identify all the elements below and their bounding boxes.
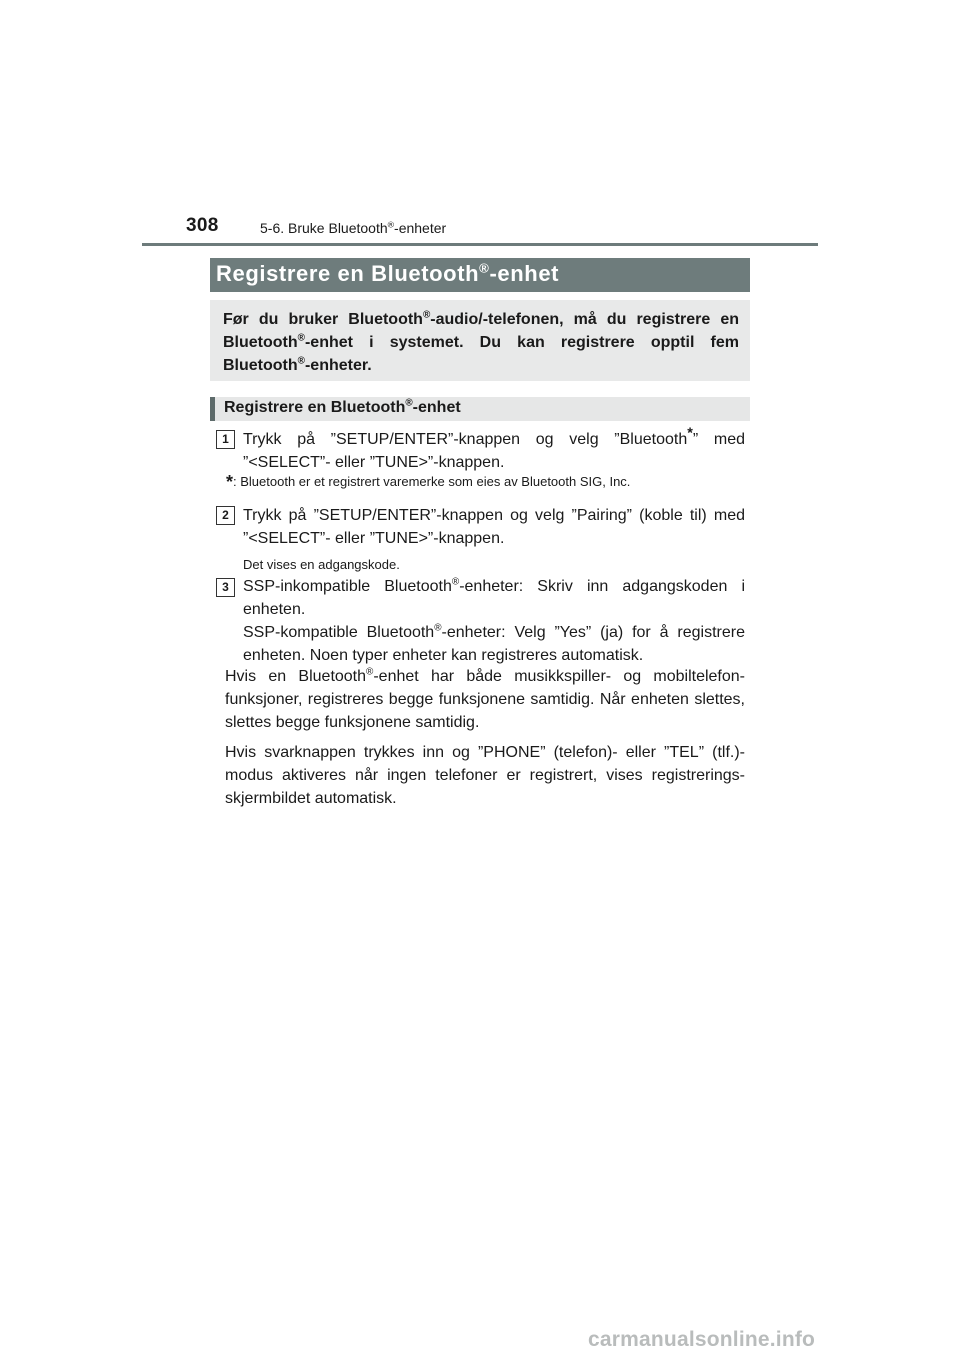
step-2-note: Det vises en adgangskode. (243, 557, 400, 572)
intro-box (210, 300, 750, 381)
step-3-part: SSP-inkompatible Bluetooth (243, 578, 452, 595)
registered-mark: ® (479, 260, 490, 276)
registered-mark: ® (387, 219, 395, 230)
title-suffix: -enhet (489, 261, 560, 286)
watermark: carmanualsonline.info (588, 1328, 816, 1351)
paragraph-1 (225, 665, 745, 734)
title-text: Registrere en Bluetooth (216, 261, 480, 286)
step-3-line-1 (243, 575, 745, 621)
paragraph-1-part: Hvis en Bluetooth (225, 668, 367, 685)
registered-mark: ® (405, 397, 413, 409)
registered-mark: ® (297, 332, 305, 344)
subheading-suffix: -enhet (412, 399, 461, 416)
registered-mark: ® (422, 309, 431, 321)
intro-part: -enhet i systemet. Du kan registrere opptil fem Bluetooth (223, 334, 739, 374)
step-1-part: ” med ”<SELECT”- eller ”TUNE>”-knappen. (243, 431, 745, 471)
subheading (210, 397, 750, 421)
header-rule (142, 243, 818, 246)
step-number-3: 3 (216, 578, 235, 597)
section-suffix: -enheter (394, 220, 447, 236)
step-number-2: 2 (216, 506, 235, 525)
registered-mark: ® (451, 576, 460, 588)
registered-mark: ® (434, 622, 442, 634)
subheading-label: Registrere en Bluetooth (224, 399, 406, 416)
intro-text (223, 308, 739, 377)
footnote (226, 473, 630, 491)
intro-part: Før du bruker Bluetooth (223, 311, 423, 328)
section-title: 5-6. Bruke Bluetooth (260, 220, 388, 236)
registered-mark: ® (366, 666, 374, 678)
paragraph-2: Hvis svarknappen trykkes inn og ”PHONE” (telefon)- eller ”TEL” (tlf.)-modus aktiveres når ingen telefoner er registrert, vises registrerings-skjermbildet automatisk. (225, 744, 745, 807)
page-title (216, 261, 559, 287)
running-header (260, 220, 446, 236)
paragraph-1-part: -enhet har både musikkspiller- og mobiltelefon-funksjoner, registreres begge funksjonene samtidig. Når enheten slettes, slettes begge funksjonene samtidig. (225, 668, 746, 731)
step-3-part: -enheter: Skriv inn adgangskoden i enheten. (243, 578, 746, 618)
page-number: 308 (186, 215, 219, 236)
step-3-text (243, 575, 745, 667)
subheading-accent-bar (210, 397, 215, 421)
registered-mark: ® (297, 355, 305, 367)
title-bar (210, 258, 750, 292)
step-number-1: 1 (216, 430, 235, 449)
footnote-text: : Bluetooth er et registrert varemerke som eies av Bluetooth SIG, Inc. (233, 474, 631, 489)
footnote-star: * (226, 472, 234, 492)
step-3-part: SSP-kompatible Bluetooth (243, 624, 435, 641)
intro-part: -enheter. (304, 357, 372, 374)
intro-part: -audio/-telefonen, må du registrere en Bluetooth (223, 311, 739, 351)
step-3-line-2 (243, 621, 745, 667)
step-2-text: Trykk på ”SETUP/ENTER”-knappen og velg ”Pairing” (koble til) med ”<SELECT”- eller ”TUNE>”-knappen. (243, 507, 745, 547)
step-1-text (243, 425, 745, 474)
step-3-part: -enheter: Velg ”Yes” (ja) for å registrere enheten. Noen typer enheter kan registreres automatisk. (243, 624, 745, 664)
footnote-marker: * (687, 425, 693, 442)
step-1-part: Trykk på ”SETUP/ENTER”-knappen og velg ”Bluetooth (243, 431, 688, 448)
subheading-text (224, 399, 461, 417)
